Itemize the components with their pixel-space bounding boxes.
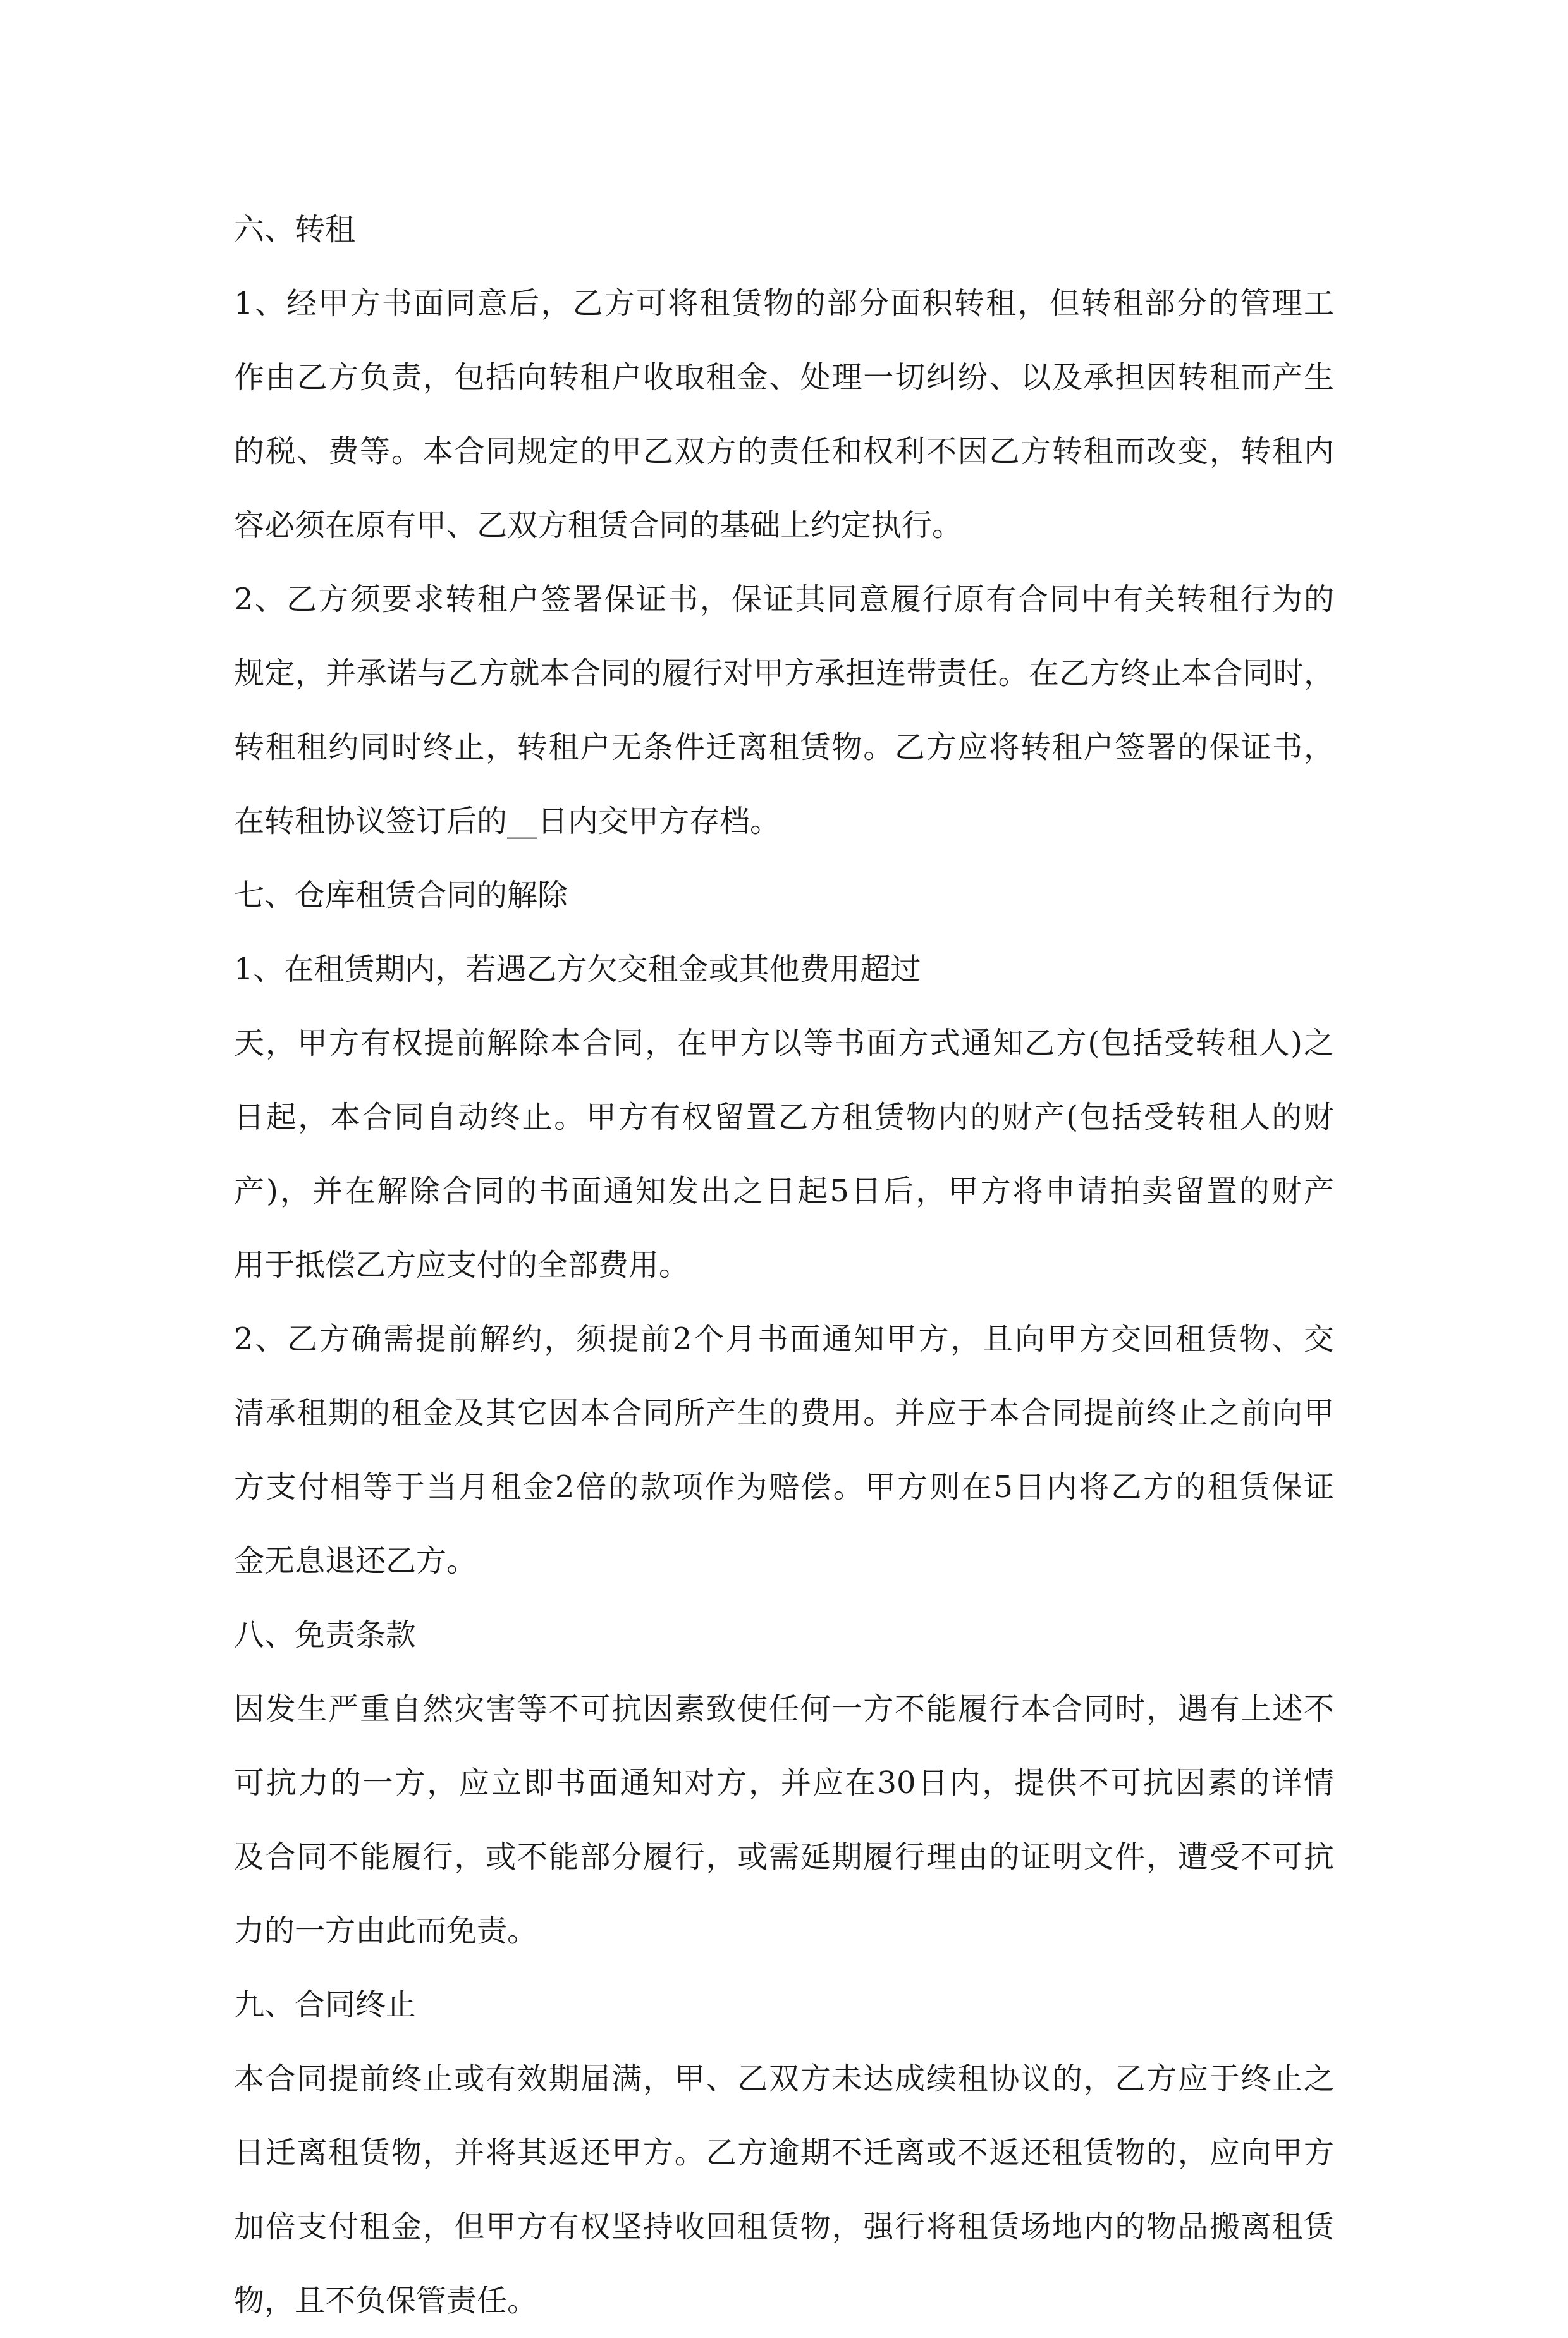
text-line: 本合同提前终止或有效期届满，甲、乙双方未达成续租协议的，乙方应于终止之 (234, 2061, 1334, 2096)
text-line: 用于抵偿乙方应支付的全部费用。 (234, 1247, 690, 1283)
text-line: 清承租期的租金及其它因本合同所产生的费用。并应于本合同提前终止之前向甲 (234, 1395, 1334, 1431)
section-heading-sublease: 六、转租 (234, 212, 356, 247)
text-line: 天，甲方有权提前解除本合同，在甲方以等书面方式通知乙方(包括受转租人)之 (234, 1025, 1334, 1061)
text-line: 在转租协议签订后的__日内交甲方存档。 (234, 804, 781, 839)
text-line: 方支付相等于当月租金2倍的款项作为赔偿。甲方则在5日内将乙方的租赁保证 (234, 1469, 1334, 1505)
text-line: 力的一方由此而免责。 (234, 1913, 538, 1949)
text-line: 日起，本合同自动终止。甲方有权留置乙方租赁物内的财产(包括受转租人的财 (234, 1099, 1334, 1135)
section-heading-contract-termination: 九、合同终止 (234, 1987, 417, 2023)
text-line: 日迁离租赁物，并将其返还甲方。乙方逾期不迁离或不返还租赁物的，应向甲方 (234, 2135, 1334, 2170)
text-line: 的税、费等。本合同规定的甲乙双方的责任和权利不因乙方转租而改变，转租内 (234, 434, 1334, 469)
text-line: 2、乙方确需提前解约，须提前2个月书面通知甲方，且向甲方交回租赁物、交 (234, 1321, 1334, 1357)
text-line: 容必须在原有甲、乙双方租赁合同的基础上约定执行。 (234, 508, 963, 543)
text-line: 规定，并承诺与乙方就本合同的履行对甲方承担连带责任。在乙方终止本合同时， (234, 656, 1334, 691)
text-line: 1、经甲方书面同意后，乙方可将租赁物的部分面积转租，但转租部分的管理工 (234, 286, 1334, 321)
text-line: 产)，并在解除合同的书面通知发出之日起5日后，甲方将申请拍卖留置的财产 (234, 1173, 1334, 1209)
text-line: 2、乙方须要求转租户签署保证书，保证其同意履行原有合同中有关转租行为的 (234, 582, 1334, 617)
text-line: 因发生严重自然灾害等不可抗因素致使任何一方不能履行本合同时，遇有上述不 (234, 1691, 1334, 1727)
text-line: 可抗力的一方，应立即书面通知对方，并应在30日内，提供不可抗因素的详情 (234, 1765, 1334, 1801)
section-heading-termination-of-lease: 七、仓库租赁合同的解除 (234, 878, 568, 913)
section-heading-exemption: 八、免责条款 (234, 1617, 417, 1653)
text-line: 作由乙方负责，包括向转租户收取租金、处理一切纠纷、以及承担因转租而产生 (234, 360, 1334, 395)
document-body (234, 193, 1334, 2338)
text-line: 加倍支付租金，但甲方有权坚持收回租赁物，强行将租赁场地内的物品搬离租赁 (234, 2209, 1334, 2244)
text-line: 金无息退还乙方。 (234, 1543, 477, 1579)
text-line: 及合同不能履行，或不能部分履行，或需延期履行理由的证明文件，遭受不可抗 (234, 1839, 1334, 1875)
text-line: 1、在租赁期内，若遇乙方欠交租金或其他费用超过 (234, 952, 921, 987)
text-line: 物，且不负保管责任。 (234, 2283, 538, 2318)
text-line: 转租租约同时终止，转租户无条件迁离租赁物。乙方应将转租户签署的保证书， (234, 730, 1334, 765)
